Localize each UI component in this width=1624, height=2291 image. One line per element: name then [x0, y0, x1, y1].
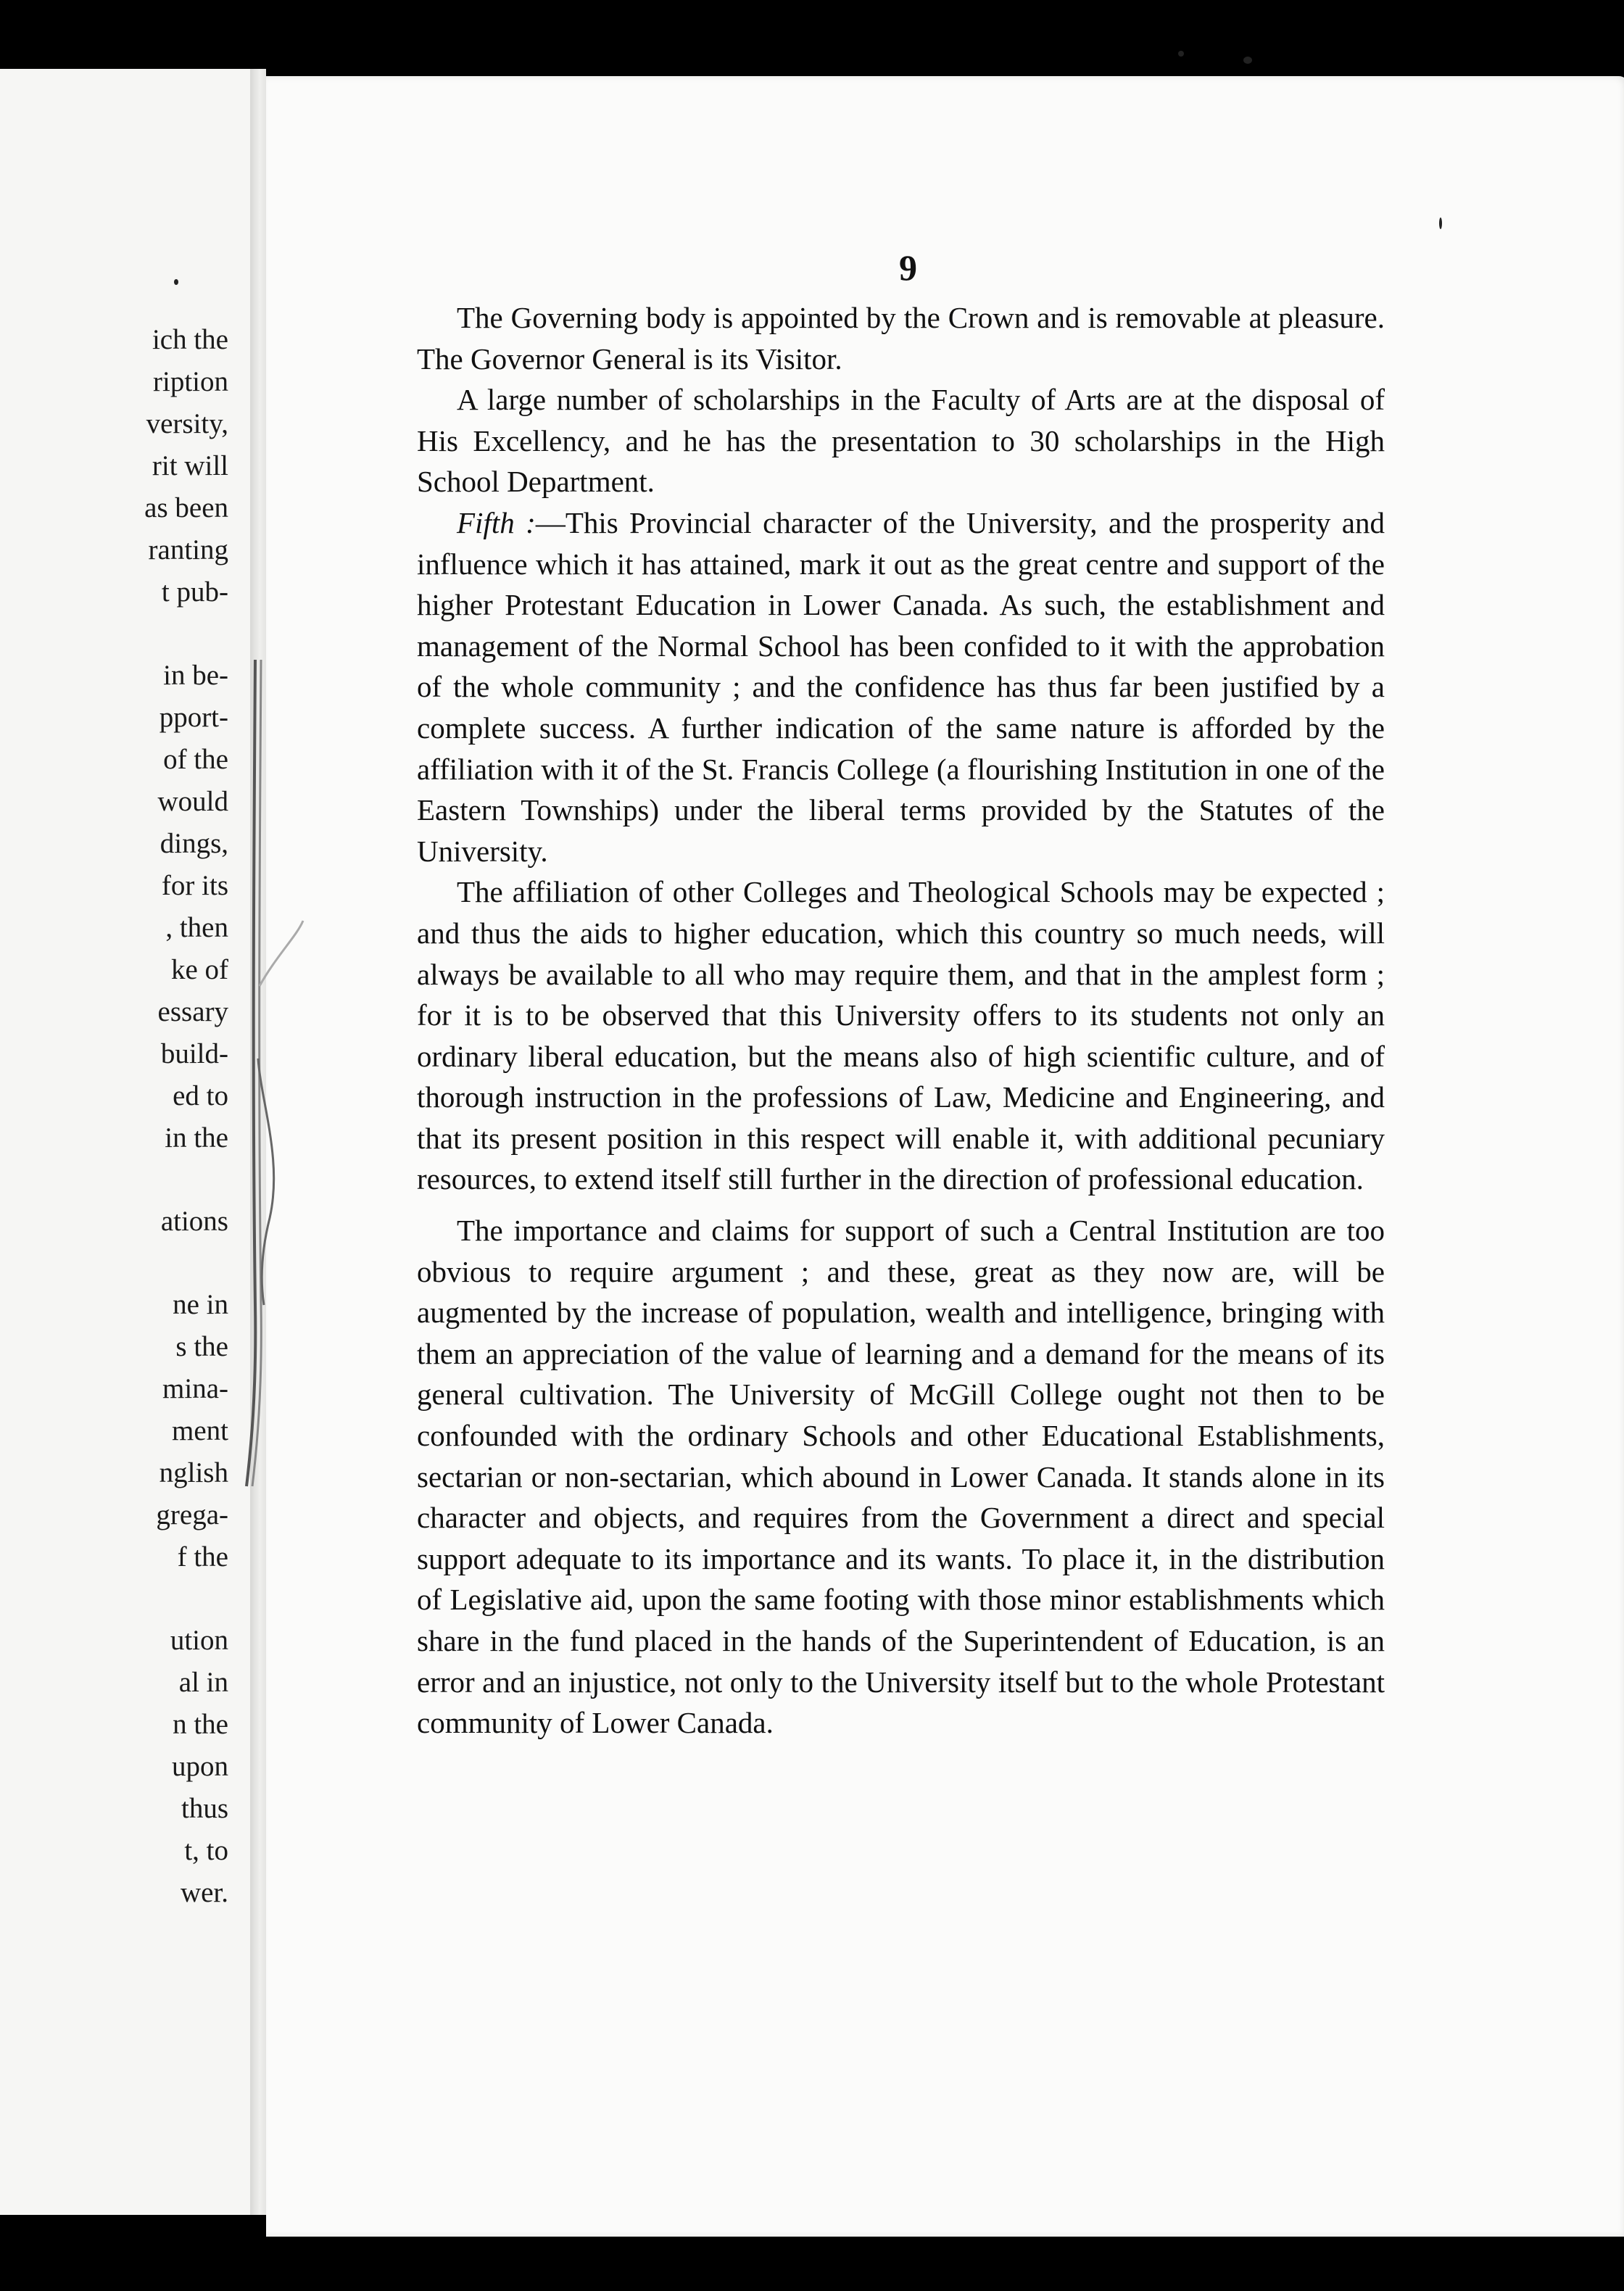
left-fragment: ke of — [170, 954, 228, 985]
left-fragment: f the — [177, 1541, 228, 1573]
left-fragment: would — [157, 786, 228, 817]
left-fragment: thus — [181, 1793, 228, 1824]
left-fragment: ription — [153, 366, 228, 397]
left-fragment: t pub- — [161, 576, 228, 608]
left-fragment: s the — [175, 1331, 228, 1362]
left-fragment: for its — [161, 870, 228, 901]
paragraph — [417, 297, 1385, 379]
left-fragment: in be- — [163, 660, 228, 691]
left-fragment: ution — [170, 1625, 228, 1656]
paragraph-text: The Governing body is appointed by the Crown and is removable at pleasure. The Governor General is its Visitor. — [417, 301, 1385, 376]
page-text — [417, 297, 1385, 1744]
left-fragment: build- — [160, 1038, 228, 1069]
paragraph — [417, 379, 1385, 502]
left-fragment: ations — [160, 1206, 228, 1237]
left-fragment: nglish — [159, 1457, 228, 1488]
left-fragment: grega- — [156, 1499, 228, 1530]
left-fragment: dings, — [160, 828, 228, 859]
paragraph — [417, 502, 1385, 871]
left-fragment: t, to — [184, 1835, 228, 1866]
scan-speck — [1178, 51, 1184, 57]
left-fragment: essary — [157, 996, 228, 1027]
left-fragment: ne in — [173, 1289, 228, 1320]
left-fragment: versity, — [146, 408, 228, 439]
page-number: 9 — [899, 247, 917, 288]
left-fragment: ment — [172, 1415, 228, 1446]
scan-speck — [1243, 57, 1252, 64]
paragraph-text: A large number of scholarships in the Faculty of Arts are at the disposal of His Excellency, and he has the presentation to 30 scholarships in the High School Department. — [417, 383, 1385, 499]
bookmark-ribbon — [218, 652, 304, 1508]
paragraph-text: The importance and claims for support of such a Central Institution are too obvious to require argument ; and these, great as they now are, will be augmented by the increase of population, wealth and intelligence, bringing with them an appreciation of the value of learning and a demand for the means of its general cultivation. The University of McGill College ought not then to be confounded with the ordinary Schools and other Educational Establishments, sectarian or non-sectarian, which abound in Lower Canada. It stands alone in its character and objects, and requires from the Government a direct and special support adequate to its importance and its wants. To place it, in the distribution of Legislative aid, upon the same footing with those minor establishments which share in the fund placed in the hands of the Superintendent of Education, is an error and an injustice, not only to the University itself but to the whole Protestant community of Lower Canada. — [417, 1214, 1385, 1740]
left-fragment: in the — [165, 1122, 228, 1153]
left-fragment: wer. — [180, 1877, 228, 1908]
left-fragment: , then — [165, 912, 228, 943]
left-fragment: mina- — [162, 1373, 228, 1404]
paragraph-text: The affiliation of other Colleges and Theological Schools may be expected ; and thus the aids to higher education, which this country so much needs, will always be available to all who may require them, and that in the amplest form ; for it is to be observed that this University offers to its students not only an ordinary liberal education, but the means also of high scientific culture, and of thorough instruction in the professions of Law, Medicine and Engineering, and that its present position in this respect will enable it, with additional pecuniary resources, to extend itself still further in the direction of professional education. — [417, 875, 1385, 1196]
left-fragment: as been — [144, 492, 228, 523]
left-facing-page — [0, 69, 250, 2215]
paragraph — [417, 1210, 1385, 1744]
paragraph-text: —This Provincial character of the University, and the prosperity and influence which it has attained, mark it out as the great centre and support of the higher Protestant Education in Lower Canada. As such, the establishment and management of the Normal School has been confided to it with the approbation of the whole community ; and the confidence has thus far been justified by a complete success. A further indication of the same nature is afforded by the affiliation with it of the St. Francis College (a flourishing Institution in one of the Eastern Townships) under the liberal terms provided by the Statutes of the University. — [417, 505, 1385, 868]
left-fragment: ranting — [148, 534, 228, 566]
left-fragment: ich the — [152, 324, 228, 355]
scan-speck — [174, 279, 178, 285]
scan-speck — [1439, 218, 1442, 229]
left-fragment: pport- — [159, 702, 228, 733]
left-fragment: upon — [172, 1751, 228, 1782]
left-fragment: al in — [178, 1667, 228, 1698]
left-fragment: of the — [163, 744, 228, 775]
left-fragment: ed to — [173, 1080, 228, 1111]
left-fragment: rit will — [152, 450, 228, 481]
paragraph-lead: Fifth : — [457, 505, 536, 539]
left-fragment: n the — [173, 1709, 228, 1740]
paragraph — [417, 871, 1385, 1200]
